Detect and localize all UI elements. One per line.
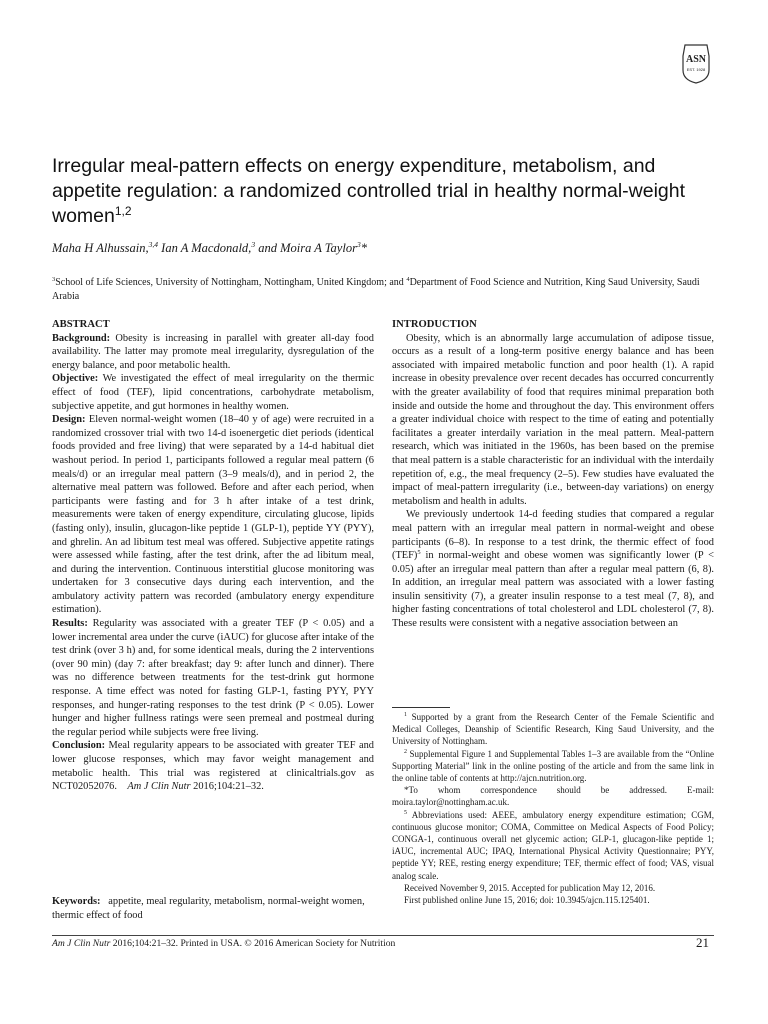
page-number: 21 [696,935,709,950]
footnote [392,784,714,808]
intro-text: We previously undertook 14-d feeding studies that compared a regular meal pattern with an irregular meal pattern in normal-weight and obese participants (6–8). In response to a test drink, the thermic effect of food (TEF) [392,509,714,562]
footnote [392,809,714,882]
abstract-design [52,413,374,617]
introduction-section [392,318,714,631]
footnote-text: *To whom correspondence should be addressed. E-mail: moira.taylor@nottingham.ac.uk. [392,785,714,808]
author-sup: 3 [251,240,256,249]
footer-journal: Am J Clin Nutr [52,938,111,949]
author-sup: 3,4 [148,240,159,249]
affil-sup: 3 [52,276,56,283]
title-footnote-marker: 1,2 [114,204,132,218]
abstract-citation-journal: Am J Clin Nutr [127,781,191,793]
results-label: Results: [52,618,88,630]
author-name: Ian A Macdonald, [158,241,252,255]
footnote-marker: 2 [404,748,407,755]
abstract-conclusion [52,739,374,793]
author-sup: 3 [356,240,361,249]
footnote-text: Received November 9, 2015. Accepted for publication May 12, 2016. [404,882,656,893]
abstract-background [52,332,374,373]
footer-divider [52,935,714,936]
keywords-text: appetite, meal regularity, metabolism, normal-weight women, thermic effect of food [52,896,365,921]
logo-subtext: EST. 1928 [686,67,706,72]
received-note [392,882,714,894]
abstract-section [52,318,374,794]
footnote-marker: 1 [404,712,407,718]
author-name: and Moira A Taylor [255,241,357,255]
logo-text: ASN [685,54,707,65]
results-text: Regularity was associated with a greater TEF (P < 0.05) and a lower incremental area under the curve (iAUC) for glucose after intake of the test drink (over 3 h) and, for some identical meals, during the 2 interventions (over 90 min) (day 7: after breakfast; day 9: after lunch and dinner). There was no difference between treatments for the test-drink gut hormone response. A time effect was noted for fasting GLP-1, fasting PYY, PYY responses, and hunger-rating responses to the test drink (P < 0.05). Lower hunger and higher fullness ratings were seen premeal and postmeal during the regular period while subjects were free living. [52,618,374,738]
abbrev-footnote-marker: 5 [417,549,421,557]
article-title-text: Irregular meal-pattern effects on energy expenditure, metabolism, and appetite regulation: a randomized controlled trial in healthy normal-weight women [52,155,686,227]
abstract-objective [52,372,374,413]
footnote-text: Supplemental Figure 1 and Supplemental Tables 1–3 are available from the “Online Supporting Material” link in the online posting of the article and from the same link in the online table of contents at http://ajcn.nutrition.org. [392,748,714,784]
footnote-marker: 5 [404,809,407,816]
design-text: Eleven normal-weight women (18–40 y of age) were recruited in a randomized crossover trial with two 14-d isoenergetic diet periods (identical foods provided and free living) that were separated by a 14-d habitual diet washout period. In period 1, participants followed a regular meal pattern (6 meals/d) or an irregular meal pattern (3–9 meals/d), and in period 2, the alternative meal pattern was followed. Before and after each period, when participants were fasting and for 3 h after intake of a test drink, measurements were taken of energy expenditure, circulating glucose, lipids (fasting only), insulin, glucagon-like peptide 1 (GLP-1), peptide YY (PYY), and ghrelin. An ad libitum test meal was offered. Subjective appetite ratings were assessed while fasting, after the test drink, after the ad libitum meal, and during the intervention. Continuous interstitial glucose monitoring was undertaken for 3 consecutive days during each intervention, and the ambulatory activity pattern was recorded (ambulatory energy expenditure estimation). [52,414,374,616]
abstract-results [52,617,374,739]
footnote-text: Abbreviations used: AEEE, ambulatory energy expenditure estimation; CGM, continuous glucose monitor; COMA, Committee on Medical Aspects of Food Policy; CONGA-1, continuous overall net glycemic action; GLP-1, glucagon-like peptide 1; iAUC, incremental AUC; IPAQ, International Physical Activity Questionnaire; PYY, peptide YY; REE, resting energy expenditure; TEF, thermic effect of food; VAS, visual analog scale. [392,809,714,881]
keywords [52,895,374,922]
introduction-heading: INTRODUCTION [392,319,477,330]
conclusion-label: Conclusion: [52,740,106,752]
asn-logo-icon [680,42,712,84]
introduction-paragraph [392,508,714,630]
conclusion-text: Meal regularity appears to be associated with greater TEF and lower glucose responses, which may favor weight management and metabolic health. This trial was registered at clinicaltrials.gov as NCT02052076. [52,740,374,793]
affiliations [52,276,714,304]
footnote-text: First published online June 15, 2016; doi: 10.3945/ajcn.115.125401. [404,895,650,906]
footnotes [392,711,714,906]
affil-text: Department of Food Science and Nutrition, King Saud University, Saudi Arabia [52,277,700,302]
author-name: Maha H Alhussain, [52,241,149,255]
introduction-paragraph: Obesity, which is an abnormally large accumulation of adipose tissue, occurs as a result of a long-term positive energy balance and has been associated with impaired metabolic function and poor health (1). A rapid increase in obesity prevalence over recent decades has occurred concurrently with the greater availability of food that requires minimal preparation both inside and outside the home and throughout the day. This environment offers a greater individual choice with respect to the time of eating and potentially facilitates a greater interdaily variation in the meal pattern. Meal-pattern research, which was initiated in the 1960s, has been based on the premise that meal pattern is a stable characteristic for an individual with the interdaily repetition of, e.g., the meal frequency (2–5). Few studies have evaluated the impact of meal-pattern irregularity (i.e., between-day variations) on energy metabolism and health in adults. [392,332,714,507]
footnote [392,711,714,748]
objective-label: Objective: [52,373,99,385]
design-label: Design: [52,414,86,426]
footnote [392,748,714,785]
footnote-divider [392,707,450,708]
page-footer [52,938,714,949]
article-title [52,154,712,229]
corresponding-marker: * [360,241,367,255]
footnote-text: Supported by a grant from the Research Center of the Female Scientific and Medical Colleges, Deanship of Scientific Research, King Saud University, and the University of Nottingham. [392,712,714,747]
objective-text: We investigated the effect of meal irregularity on the thermic effect of food (TEF), lipid concentrations, carbohydrate metabolism, subjective appetite, and gut hormones in healthy women. [52,373,374,412]
affil-text: School of Life Sciences, University of Nottingham, Nottingham, United Kingdom; and [55,277,407,288]
abstract-heading: ABSTRACT [52,319,110,330]
footer-text: 2016;104:21–32. Printed in USA. © 2016 American Society for Nutrition [110,938,396,949]
author-list [52,241,367,256]
intro-text: in normal-weight and obese women was significantly lower (P < 0.05) after an irregular meal pattern than after a regular meal pattern (6, 8). In addition, an irregular meal pattern was associated with a lower fasting insulin sensitivity (7), a greater insulin response to a test meal (7, 8), and higher fasting concentrations of total cholesterol and LDL cholesterol (7, 8). These results were consistent with a negative association between an [392,550,714,630]
background-label: Background: [52,332,111,344]
affil-sup: 4 [406,276,410,283]
background-text: Obesity is increasing in parallel with greater all-day food availability. The latter may promote meal irregularity, dysregulation of the energy balance, and poor metabolic health. [52,332,374,371]
published-note [392,894,714,906]
abstract-citation-rest: 2016;104:21–32. [190,781,264,793]
keywords-label: Keywords: [52,896,101,907]
